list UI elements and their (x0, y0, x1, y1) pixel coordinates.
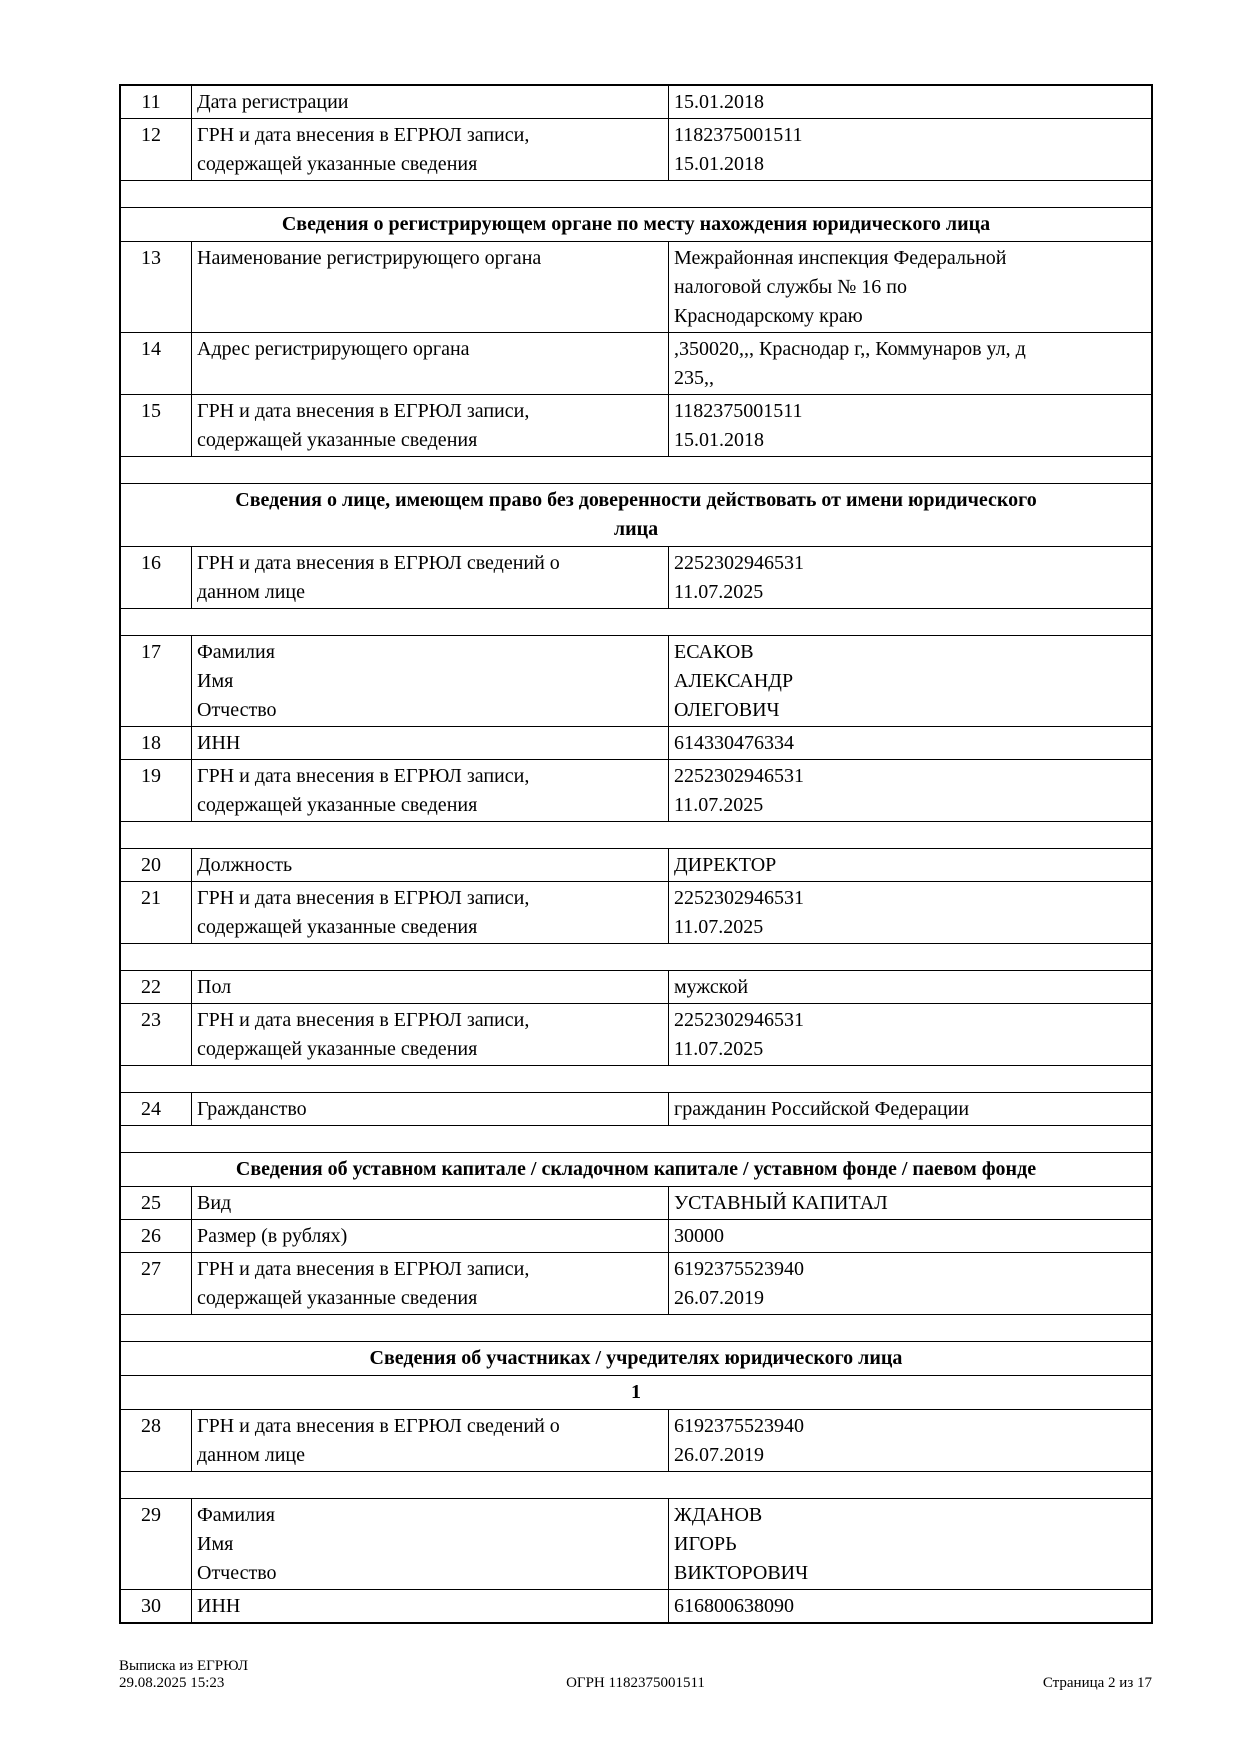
section-header-row (121, 484, 1151, 547)
row-label: Фамилия Имя Отчество (192, 636, 669, 726)
row-number: 26 (121, 1220, 192, 1252)
row-value: 1182375001511 15.01.2018 (674, 124, 803, 175)
spacer-row (121, 1315, 1151, 1342)
row-value: ЖДАНОВ ИГОРЬ ВИКТОРОВИЧ (674, 1504, 809, 1584)
table-row-30 (121, 1590, 1151, 1622)
row-value: 616800638090 (674, 1595, 794, 1617)
row-label: ИНН (192, 727, 669, 759)
row-label: Пол (192, 971, 669, 1003)
page-footer (119, 1658, 1152, 1692)
row-label: ГРН и дата внесения в ЕГРЮЛ записи, содержащей указанные сведения (192, 1004, 669, 1065)
row-number: 21 (121, 882, 192, 943)
table-row-29 (121, 1499, 1151, 1590)
row-number: 19 (121, 760, 192, 821)
row-number: 14 (121, 333, 192, 394)
row-label: Размер (в рублях) (192, 1220, 669, 1252)
participant-number-row (121, 1376, 1151, 1410)
table-row-27 (121, 1253, 1151, 1315)
row-value: мужской (674, 976, 749, 998)
row-value: 2252302946531 11.07.2025 (674, 765, 804, 816)
row-value: 30000 (674, 1225, 724, 1247)
row-label: ГРН и дата внесения в ЕГРЮЛ записи, содержащей указанные сведения (192, 760, 669, 821)
row-number: 11 (121, 86, 192, 118)
row-value: Межрайонная инспекция Федеральной налоговой службы № 16 по Краснодарскому краю (674, 247, 1007, 327)
row-value: 2252302946531 11.07.2025 (674, 887, 804, 938)
row-value: ЕСАКОВ АЛЕКСАНДР ОЛЕГОВИЧ (674, 641, 794, 721)
row-label: Дата регистрации (192, 86, 669, 118)
table-row-20 (121, 849, 1151, 882)
row-number: 13 (121, 242, 192, 332)
section-header-row (121, 1342, 1151, 1376)
row-label: ГРН и дата внесения в ЕГРЮЛ записи, содержащей указанные сведения (192, 1253, 669, 1314)
row-label: Наименование регистрирующего органа (192, 242, 669, 332)
row-value: 2252302946531 11.07.2025 (674, 552, 804, 603)
section-header-text: Сведения о регистрирующем органе по месту нахождения юридического лица (281, 213, 991, 235)
section-header-row (121, 1153, 1151, 1187)
participant-number-text: 1 (631, 1381, 641, 1403)
row-label: ГРН и дата внесения в ЕГРЮЛ записи, содержащей указанные сведения (192, 119, 669, 180)
egrul-table (119, 84, 1153, 1624)
table-row-18 (121, 727, 1151, 760)
spacer-row (121, 1066, 1151, 1093)
table-row-21 (121, 882, 1151, 944)
row-label: ГРН и дата внесения в ЕГРЮЛ сведений о данном лице (192, 547, 669, 608)
table-row-19 (121, 760, 1151, 822)
row-label: ГРН и дата внесения в ЕГРЮЛ сведений о данном лице (192, 1410, 669, 1471)
table-row-28 (121, 1410, 1151, 1472)
row-label: Фамилия Имя Отчество (192, 1499, 669, 1589)
spacer-row (121, 181, 1151, 208)
table-row-17 (121, 636, 1151, 727)
table-row-22 (121, 971, 1151, 1004)
row-label: ГРН и дата внесения в ЕГРЮЛ записи, содержащей указанные сведения (192, 395, 669, 456)
table-row-16 (121, 547, 1151, 609)
row-number: 17 (121, 636, 192, 726)
spacer-row (121, 822, 1151, 849)
row-label: Вид (192, 1187, 669, 1219)
row-value: ,350020,,, Краснодар г,, Коммунаров ул, д 235,, (674, 338, 1026, 389)
footer-timestamp: 29.08.2025 15:23 (119, 1675, 225, 1691)
section-header-text: Сведения об уставном капитале / складочном капитале / уставном фонде / паевом фонде (235, 1158, 1037, 1180)
section-header-text: Сведения о лице, имеющем право без доверенности действовать от имени юридического лица (235, 489, 1037, 540)
row-number: 16 (121, 547, 192, 608)
table-row-24 (121, 1093, 1151, 1126)
row-label: Должность (192, 849, 669, 881)
row-number: 28 (121, 1410, 192, 1471)
row-value: 1182375001511 15.01.2018 (674, 400, 803, 451)
row-number: 27 (121, 1253, 192, 1314)
row-value: ДИРЕКТОР (674, 854, 777, 876)
row-number: 30 (121, 1590, 192, 1622)
spacer-row (121, 944, 1151, 971)
row-label: ГРН и дата внесения в ЕГРЮЛ записи, содержащей указанные сведения (192, 882, 669, 943)
row-number: 12 (121, 119, 192, 180)
row-number: 23 (121, 1004, 192, 1065)
footer-ogrn: ОГРН 1182375001511 (566, 1675, 705, 1691)
row-value: 6192375523940 26.07.2019 (674, 1258, 804, 1309)
table-row-26 (121, 1220, 1151, 1253)
table-row-11 (121, 86, 1151, 119)
spacer-row (121, 1472, 1151, 1499)
row-number: 15 (121, 395, 192, 456)
row-number: 29 (121, 1499, 192, 1589)
table-row-23 (121, 1004, 1151, 1066)
row-number: 18 (121, 727, 192, 759)
row-value: 2252302946531 11.07.2025 (674, 1009, 804, 1060)
row-value: 614330476334 (674, 732, 794, 754)
table-row-15 (121, 395, 1151, 457)
row-label: Адрес регистрирующего органа (192, 333, 669, 394)
row-value: гражданин Российской Федерации (674, 1098, 970, 1120)
table-row-12 (121, 119, 1151, 181)
table-row-25 (121, 1187, 1151, 1220)
row-label: Гражданство (192, 1093, 669, 1125)
table-row-13 (121, 242, 1151, 333)
row-value: УСТАВНЫЙ КАПИТАЛ (674, 1192, 888, 1214)
table-row-14 (121, 333, 1151, 395)
row-number: 24 (121, 1093, 192, 1125)
spacer-row (121, 609, 1151, 636)
row-value: 6192375523940 26.07.2019 (674, 1415, 804, 1466)
section-header-text: Сведения об участниках / учредителях юридического лица (369, 1347, 903, 1369)
row-number: 20 (121, 849, 192, 881)
spacer-row (121, 457, 1151, 484)
row-number: 22 (121, 971, 192, 1003)
spacer-row (121, 1126, 1151, 1153)
footer-document-title: Выписка из ЕГРЮЛ (119, 1658, 248, 1674)
footer-page-number: Страница 2 из 17 (1042, 1675, 1152, 1691)
row-value: 15.01.2018 (674, 91, 764, 113)
row-label: ИНН (192, 1590, 669, 1622)
section-header-row (121, 208, 1151, 242)
row-number: 25 (121, 1187, 192, 1219)
